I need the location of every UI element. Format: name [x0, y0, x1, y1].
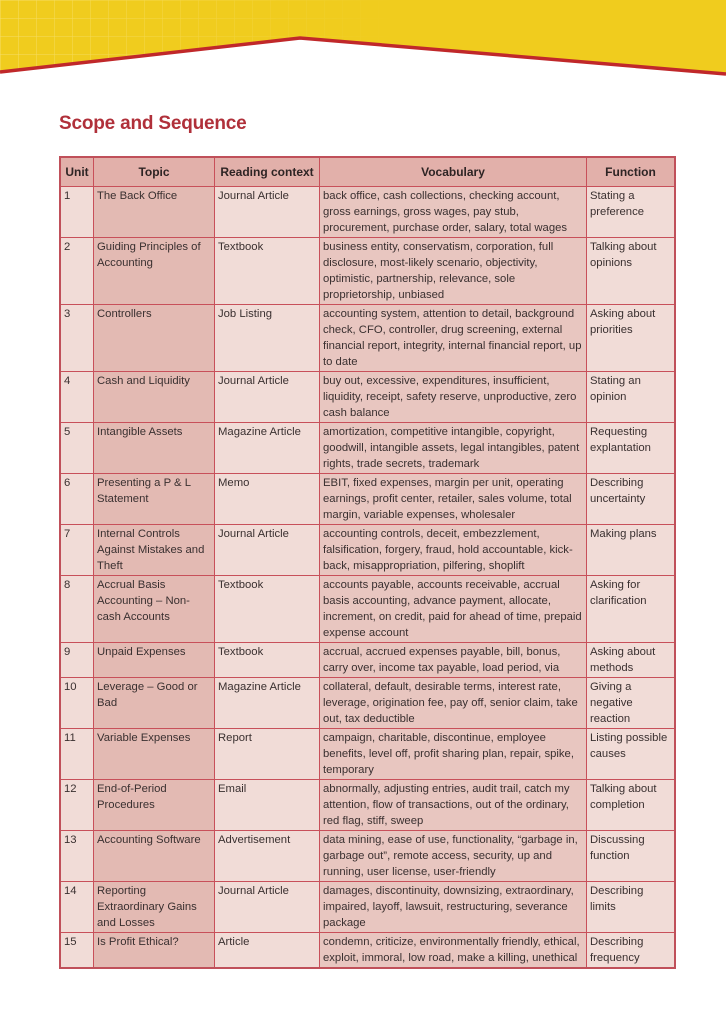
reading-context-cell: Journal Article: [215, 882, 320, 933]
unit-cell: 13: [60, 831, 94, 882]
unit-cell: 3: [60, 305, 94, 372]
vocabulary-cell: accounting controls, deceit, embezzlement, falsification, forgery, fraud, hold accountable, kick-back, misappropriation, pilfering, shoplift: [320, 525, 587, 576]
table-row: [60, 305, 675, 372]
function-cell: Giving a negative reaction: [587, 678, 676, 729]
header-function: Function: [587, 157, 676, 187]
unit-cell: 4: [60, 372, 94, 423]
reading-context-cell: Magazine Article: [215, 423, 320, 474]
reading-context-cell: Journal Article: [215, 372, 320, 423]
unit-cell: 9: [60, 643, 94, 678]
function-cell: Stating a preference: [587, 187, 676, 238]
function-cell: Asking about methods: [587, 643, 676, 678]
function-cell: Requesting explantation: [587, 423, 676, 474]
reading-context-cell: Textbook: [215, 643, 320, 678]
topic-cell: Leverage – Good or Bad: [94, 678, 215, 729]
vocabulary-cell: campaign, charitable, discontinue, employee benefits, level off, profit sharing plan, repair, spike, temporary: [320, 729, 587, 780]
function-cell: Describing uncertainty: [587, 474, 676, 525]
function-cell: Talking about opinions: [587, 238, 676, 305]
unit-cell: 10: [60, 678, 94, 729]
vocabulary-cell: accrual, accrued expenses payable, bill, bonus, carry over, income tax payable, load period, via: [320, 643, 587, 678]
topic-cell: Internal Controls Against Mistakes and Theft: [94, 525, 215, 576]
topic-cell: Accrual Basis Accounting – Non-cash Accounts: [94, 576, 215, 643]
function-cell: Asking for clarification: [587, 576, 676, 643]
topic-cell: Unpaid Expenses: [94, 643, 215, 678]
unit-cell: 12: [60, 780, 94, 831]
function-cell: Talking about completion: [587, 780, 676, 831]
unit-cell: 14: [60, 882, 94, 933]
unit-cell: 15: [60, 933, 94, 969]
topic-cell: End-of-Period Procedures: [94, 780, 215, 831]
table-row: [60, 525, 675, 576]
function-cell: Discussing function: [587, 831, 676, 882]
scope-and-sequence-table: [59, 156, 676, 969]
unit-cell: 5: [60, 423, 94, 474]
unit-cell: 1: [60, 187, 94, 238]
unit-cell: 7: [60, 525, 94, 576]
topic-cell: Presenting a P & L Statement: [94, 474, 215, 525]
table-row: [60, 474, 675, 525]
unit-cell: 2: [60, 238, 94, 305]
table-row: [60, 643, 675, 678]
reading-context-cell: Job Listing: [215, 305, 320, 372]
vocabulary-cell: accounting system, attention to detail, background check, CFO, controller, drug screening, external financial report, integrity, internal financial report, up to date: [320, 305, 587, 372]
function-cell: Listing possible causes: [587, 729, 676, 780]
vocabulary-cell: buy out, excessive, expenditures, insufficient, liquidity, receipt, safety reserve, unproductive, zero cash balance: [320, 372, 587, 423]
vocabulary-cell: business entity, conservatism, corporation, full disclosure, most-likely scenario, objectivity, optimistic, partnership, relevance, sole proprietorship, unbiased: [320, 238, 587, 305]
vocabulary-cell: abnormally, adjusting entries, audit trail, catch my attention, flow of transactions, out of the ordinary, red flag, stiff, sweep: [320, 780, 587, 831]
table-body: [60, 187, 675, 969]
topic-cell: Accounting Software: [94, 831, 215, 882]
topic-cell: The Back Office: [94, 187, 215, 238]
table-row: [60, 423, 675, 474]
function-cell: Asking about priorities: [587, 305, 676, 372]
vocabulary-cell: back office, cash collections, checking account, gross earnings, gross wages, pay stub, procurement, purchase order, salary, total wages: [320, 187, 587, 238]
table-row: [60, 678, 675, 729]
table-row: [60, 187, 675, 238]
reading-context-cell: Journal Article: [215, 525, 320, 576]
function-cell: Stating an opinion: [587, 372, 676, 423]
unit-cell: 8: [60, 576, 94, 643]
reading-context-cell: Report: [215, 729, 320, 780]
header-topic: Topic: [94, 157, 215, 187]
unit-cell: 11: [60, 729, 94, 780]
topic-cell: Is Profit Ethical?: [94, 933, 215, 969]
unit-cell: 6: [60, 474, 94, 525]
function-cell: Describing frequency: [587, 933, 676, 969]
vocabulary-cell: condemn, criticize, environmentally friendly, ethical, exploit, immoral, low road, make a killing, unethical: [320, 933, 587, 969]
reading-context-cell: Magazine Article: [215, 678, 320, 729]
reading-context-cell: Advertisement: [215, 831, 320, 882]
topic-cell: Reporting Extraordinary Gains and Losses: [94, 882, 215, 933]
table-row: [60, 831, 675, 882]
header-vocabulary: Vocabulary: [320, 157, 587, 187]
reading-context-cell: Textbook: [215, 238, 320, 305]
vocabulary-cell: accounts payable, accounts receivable, accrual basis accounting, advance payment, allocate, increment, on credit, paid for ahead of time, prepaid expense account: [320, 576, 587, 643]
vocabulary-cell: damages, discontinuity, downsizing, extraordinary, impaired, layoff, lawsuit, restructuring, severance package: [320, 882, 587, 933]
table-row: [60, 576, 675, 643]
topic-cell: Variable Expenses: [94, 729, 215, 780]
vocabulary-cell: collateral, default, desirable terms, interest rate, leverage, origination fee, pay off, senior claim, take out, tax deductible: [320, 678, 587, 729]
reading-context-cell: Memo: [215, 474, 320, 525]
topic-cell: Controllers: [94, 305, 215, 372]
function-cell: Making plans: [587, 525, 676, 576]
table-row: [60, 882, 675, 933]
table-row: [60, 729, 675, 780]
table-row: [60, 238, 675, 305]
vocabulary-cell: EBIT, fixed expenses, margin per unit, operating earnings, profit center, retailer, sales volume, total margin, variable expenses, wholesaler: [320, 474, 587, 525]
topic-cell: Intangible Assets: [94, 423, 215, 474]
page-title: Scope and Sequence: [59, 113, 247, 134]
reading-context-cell: Article: [215, 933, 320, 969]
vocabulary-cell: data mining, ease of use, functionality, “garbage in, garbage out”, remote access, security, up and running, user license, user-friendly: [320, 831, 587, 882]
table-row: [60, 780, 675, 831]
header-banner: [0, 0, 726, 80]
reading-context-cell: Email: [215, 780, 320, 831]
table-row: [60, 933, 675, 969]
table-header-row: [60, 157, 675, 187]
header-reading-context: Reading context: [215, 157, 320, 187]
vocabulary-cell: amortization, competitive intangible, copyright, goodwill, intangible assets, legal intangibles, patent rights, trade secrets, trademark: [320, 423, 587, 474]
topic-cell: Cash and Liquidity: [94, 372, 215, 423]
function-cell: Describing limits: [587, 882, 676, 933]
reading-context-cell: Journal Article: [215, 187, 320, 238]
topic-cell: Guiding Principles of Accounting: [94, 238, 215, 305]
reading-context-cell: Textbook: [215, 576, 320, 643]
header-unit: Unit: [60, 157, 94, 187]
table-row: [60, 372, 675, 423]
